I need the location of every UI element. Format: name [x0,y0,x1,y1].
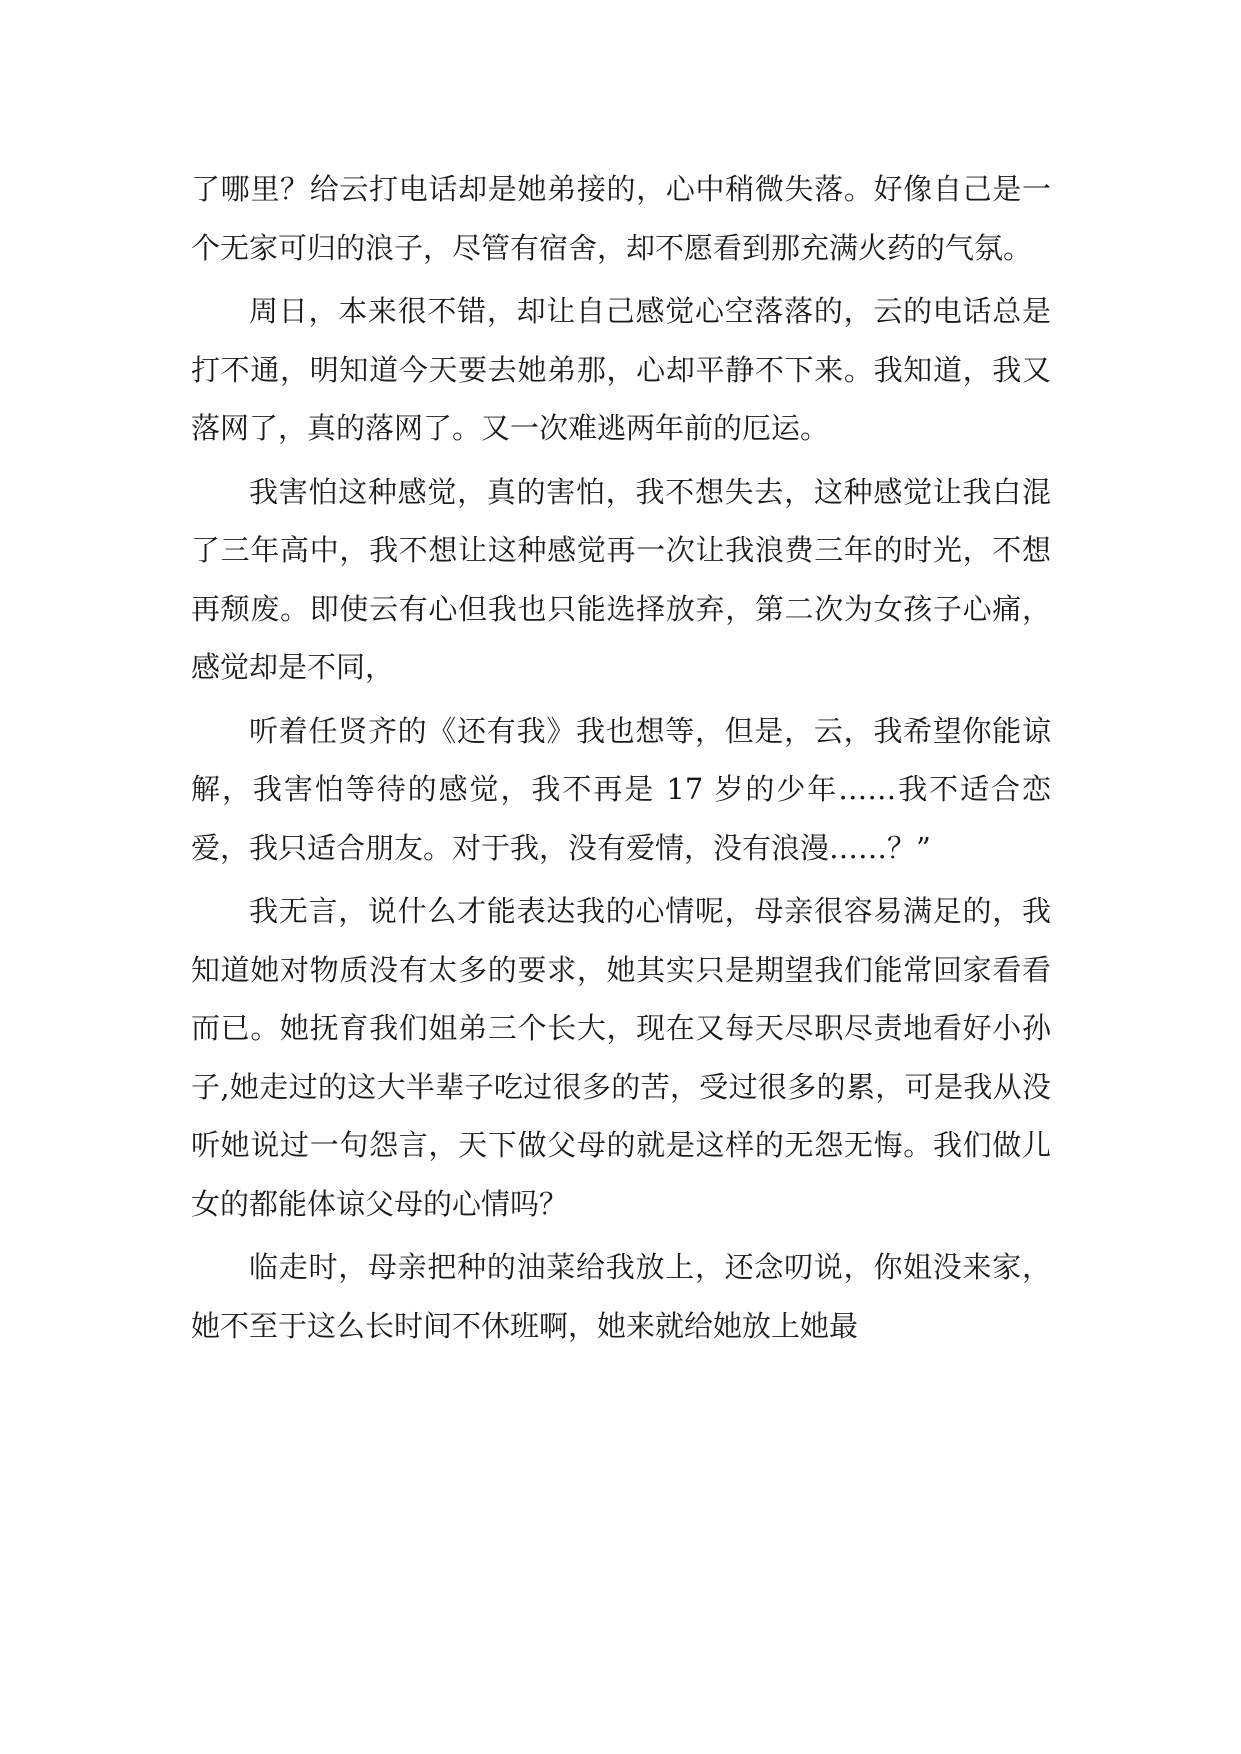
paragraph-6: 临走时，母亲把种的油菜给我放上，还念叨说，你姐没来家，她不至于这么长时间不休班啊，她来就给她放上她最 [191,1250,1051,1343]
paragraph-3: 我害怕这种感觉，真的害怕，我不想失去，这种感觉让我白混了三年高中，我不想让这种感觉再一次让我浪费三年的时光，不想再颓废。即使云有心但我也只能选择放弃，第二次为女孩子心痛，感觉却是不同， [191,474,1051,684]
paragraph-1: 了哪里？给云打电话却是她弟接的，心中稍微失落。好像自己是一个无家可归的浪子，尽管有宿舍，却不愿看到那充满火药的气氛。 [191,172,1051,265]
paragraph-5: 我无言，说什么才能表达我的心情呢，母亲很容易满足的，我知道她对物质没有太多的要求，她其实只是期望我们能常回家看看而已。她抚育我们姐弟三个长大，现在又每天尽职尽责地看好小孙子,她走过的这大半辈子吃过很多的苦，受过很多的累，可是我从没听她说过一句怨言，天下做父母的就是这样的无怨无悔。我们做儿女的都能体谅父母的心情吗？ [191,894,1051,1221]
document-body [191,160,1051,1355]
paragraph-2: 周日，本来很不错，却让自己感觉心空落落的，云的电话总是打不通，明知道今天要去她弟那，心却平静不下来。我知道，我又落网了，真的落网了。又一次难逃两年前的厄运。 [191,294,1051,445]
paragraph-4: 听着任贤齐的《还有我》我也想等，但是，云，我希望你能谅解，我害怕等待的感觉，我不再是 17 岁的少年……我不适合恋爱，我只适合朋友。对于我，没有爱情，没有浪漫……？” [191,713,1051,865]
